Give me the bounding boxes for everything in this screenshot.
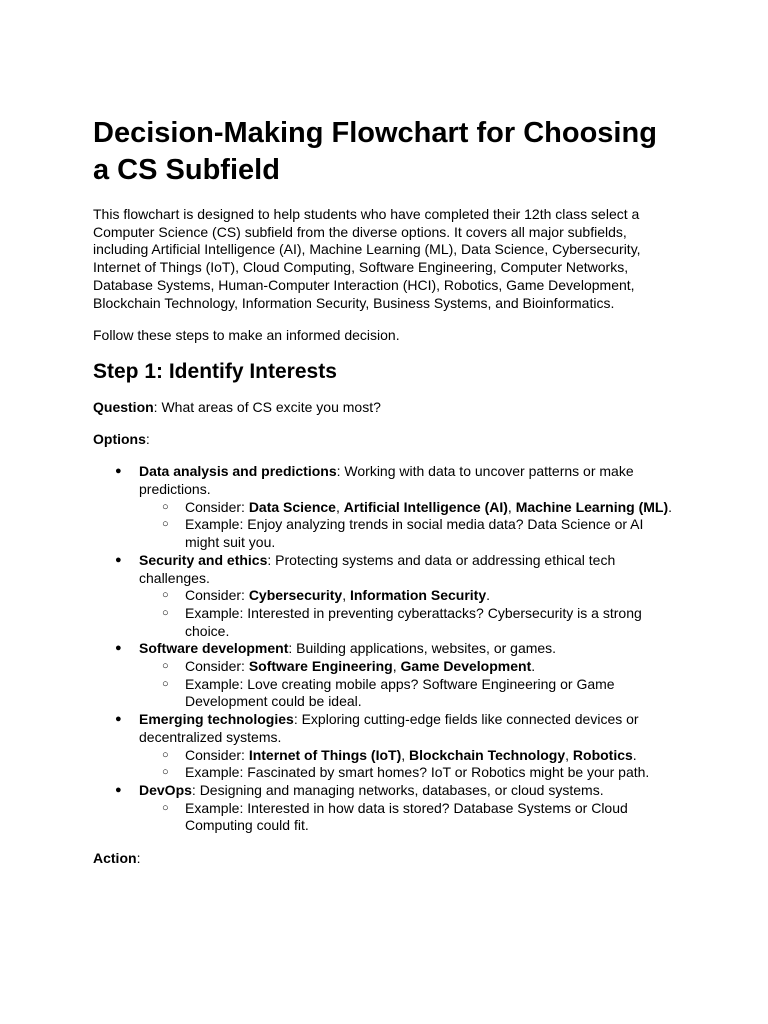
consider-prefix: Consider: xyxy=(185,587,249,604)
question-text: : What areas of CS excite you most? xyxy=(153,398,381,415)
option-text: : Designing and managing networks, databases, or cloud systems. xyxy=(191,781,604,798)
bullet-icon: ● xyxy=(115,465,122,478)
option-item xyxy=(93,640,678,711)
action-label: Action xyxy=(93,849,137,866)
option-sublist xyxy=(139,800,678,835)
option-text: : Working with data to uncover patterns or make predictions. xyxy=(139,463,634,498)
option-text: : Building applications, websites, or games. xyxy=(288,640,557,657)
options-line xyxy=(93,431,678,449)
option-text: : Exploring cutting-edge fields like connected devices or decentralized systems. xyxy=(139,711,639,745)
sub-bullet-icon: ○ xyxy=(162,801,169,814)
option-sublist xyxy=(139,499,678,552)
sub-bullet-icon: ○ xyxy=(162,677,169,690)
example-item xyxy=(139,676,678,711)
sub-bullet-icon: ○ xyxy=(162,606,169,619)
subfield-name: Information Security xyxy=(349,587,487,604)
option-label: Emerging technologies xyxy=(139,711,294,728)
subfield-name: Cybersecurity xyxy=(248,587,343,604)
example-item xyxy=(139,764,678,782)
example-text: Example: Interested in how data is stored? Database Systems or Cloud Computing could fit. xyxy=(185,799,628,834)
subfield-name: Artificial Intelligence (AI) xyxy=(343,498,508,515)
sub-bullet-icon: ○ xyxy=(162,766,169,779)
option-sublist xyxy=(139,587,678,640)
subfield-name: Blockchain Technology xyxy=(409,746,566,763)
options-colon: : xyxy=(145,431,150,448)
option-text: : Protecting systems and data or addressing ethical tech challenges. xyxy=(139,551,616,586)
bullet-icon: ● xyxy=(115,642,122,655)
example-text: Example: Interested in preventing cyberattacks? Cybersecurity is a strong choice. xyxy=(185,604,642,639)
option-item xyxy=(93,463,678,552)
question-label: Question xyxy=(93,398,154,415)
consider-item: ○ Consider: Data Science, Artificial Intelligence (AI), Machine Learning (ML). xyxy=(162,498,673,515)
option-item xyxy=(93,711,678,782)
option-label: Data analysis and predictions xyxy=(139,463,337,480)
example-item xyxy=(139,800,678,835)
question-line xyxy=(93,399,678,417)
example-text: Example: Fascinated by smart homes? IoT or Robotics might be your path. xyxy=(185,764,650,781)
option-label: Software development xyxy=(139,640,289,657)
bullet-icon: ● xyxy=(115,713,122,726)
sub-bullet-icon: ○ xyxy=(162,660,169,673)
example-item xyxy=(139,516,678,551)
option-label: Security and ethics xyxy=(139,551,268,568)
example-text: Example: Enjoy analyzing trends in social media data? Data Science or AI might suit you. xyxy=(185,516,644,551)
intro-paragraph: This flowchart is designed to help students who have completed their 12th class select a Computer Science (CS) subfield from the diverse options. It covers all major subfields, including Artificial Intelligence (AI), Machine Learning (ML), Data Science, Cybersecurity, Internet of Things (IoT), Cloud Computing, Software Engineering, Computer Networks, Database Systems, Human-Computer Interaction (HCI), Robotics, Game Development, Blockchain Technology, Information Security, Business Systems, and Bioinformatics. xyxy=(93,206,641,311)
bullet-icon: ● xyxy=(115,783,122,796)
option-item xyxy=(93,552,678,641)
option-label: DevOps xyxy=(139,781,192,798)
example-item xyxy=(139,605,678,640)
options-label: Options xyxy=(93,431,146,448)
option-sublist xyxy=(139,658,678,711)
sub-bullet-icon: ○ xyxy=(162,748,169,761)
action-line xyxy=(93,850,678,868)
subfield-name: Machine Learning (ML) xyxy=(515,498,669,515)
example-text: Example: Love creating mobile apps? Software Engineering or Game Development could be ideal. xyxy=(185,675,615,710)
subfield-name: Data Science xyxy=(248,498,336,515)
option-item xyxy=(93,782,678,835)
sub-bullet-icon: ○ xyxy=(162,500,169,513)
step1-heading: Step 1: Identify Interests xyxy=(93,359,337,383)
bullet-icon: ● xyxy=(115,553,122,566)
subfield-name: Robotics xyxy=(572,746,633,763)
options-list xyxy=(93,463,678,835)
subfield-name: Software Engineering xyxy=(248,658,393,675)
consider-prefix: Consider: xyxy=(185,658,249,675)
consider-item: ○ Consider: Software Engineering, Game Development. xyxy=(162,658,536,675)
subfield-name: Internet of Things (IoT) xyxy=(248,746,402,763)
consider-item: ○ Consider: Internet of Things (IoT), Blockchain Technology, Robotics. xyxy=(162,746,637,763)
consider-prefix: Consider: xyxy=(185,746,249,763)
consider-prefix: Consider: xyxy=(185,498,249,515)
action-colon: : xyxy=(136,849,141,866)
page-title: Decision-Making Flowchart for Choosing a CS Subfield xyxy=(93,117,657,186)
option-sublist xyxy=(139,747,678,782)
sub-bullet-icon: ○ xyxy=(162,589,169,602)
document-page xyxy=(93,115,678,882)
consider-item: ○ Consider: Cybersecurity, Information Security. xyxy=(162,587,491,604)
follow-paragraph: Follow these steps to make an informed decision. xyxy=(93,326,400,343)
sub-bullet-icon: ○ xyxy=(162,518,169,531)
subfield-name: Game Development xyxy=(400,658,532,675)
